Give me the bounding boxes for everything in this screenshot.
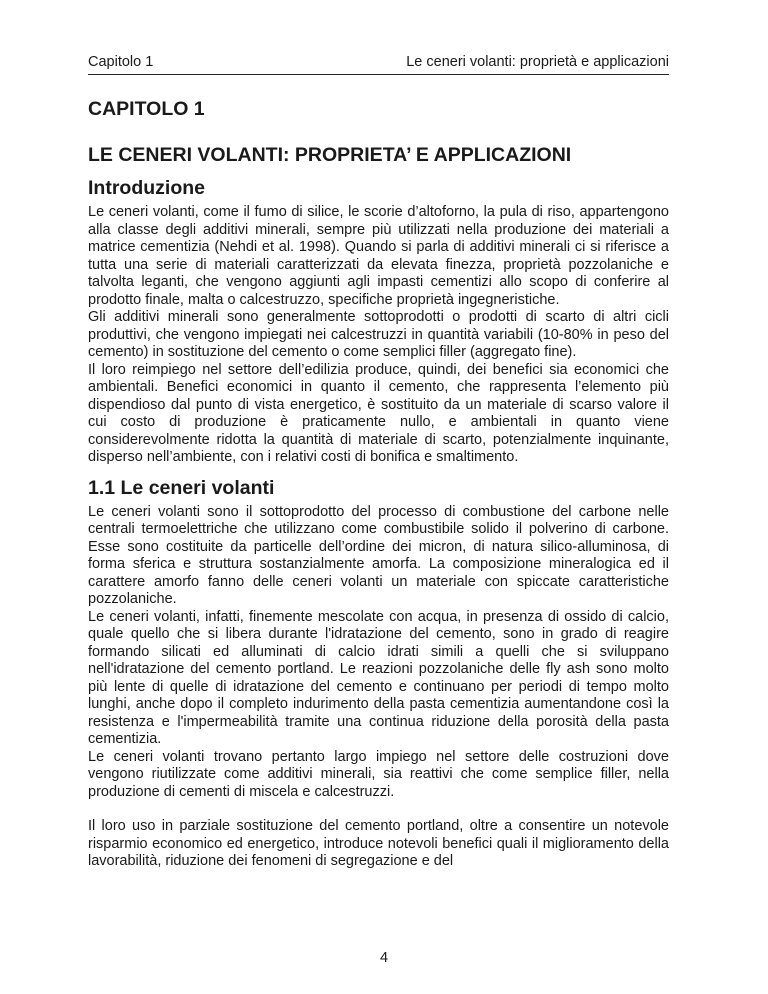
paragraph-spacer	[88, 801, 669, 818]
header-chapter-title: Le ceneri volanti: proprietà e applicazioni	[406, 54, 669, 70]
chapter-title: LE CENERI VOLANTI: PROPRIETA’ E APPLICAZIONI	[88, 144, 572, 166]
intro-heading: Introduzione	[88, 177, 205, 199]
section-paragraph: Le ceneri volanti, infatti, finemente mescolate con acqua, in presenza di ossido di calcio, quale quello che si libera durante l'idratazione del cemento, sono in grado di reagire formando silicati ed alluminati di calcio idrati simili a quelli che si sviluppano nell'idratazione del cemento portland. Le reazioni pozzolaniche delle fly ash sono molto più lente di quelle di idratazione del cemento e continuano per periodi di tempo molto lunghi, anche dopo il completo indurimento della pasta cementizia aumentandone così la resistenza e l'impermeabilità tramite una continua riduzione della porosità della pasta cementizia.	[88, 608, 669, 747]
page-number: 4	[379, 950, 389, 966]
page-content	[88, 97, 669, 871]
header-chapter-label: Capitolo 1	[88, 54, 154, 70]
intro-paragraph: Gli additivi minerali sono generalmente sottoprodotti o prodotti di scarto di altri cicli produttivi, che vengono impiegati nei calcestruzzi in quantità variabili (10-80% in peso del cemento) in sostituzione del cemento o come semplici filler (aggregato fine).	[88, 309, 669, 360]
chapter-number: CAPITOLO 1	[88, 98, 205, 120]
intro-paragraph: Il loro reimpiego nel settore dell’edilizia produce, quindi, dei benefici sia economici che ambientali. Benefici economici in quanto il cemento, che rappresenta l’elemento più dispendioso dal punto di vista energetico, è sostituito da un materiale di scarso valore il cui costo di produzione è praticamente nullo, e ambientali in quanto viene considerevolmente ridotta la quantità di materiale di scarto, potenzialmente inquinante, disperso nell’ambiente, con i relativi costi di bonifica e smaltimento.	[88, 361, 669, 465]
section-heading: 1.1 Le ceneri volanti	[88, 476, 275, 499]
section-paragraph: Il loro uso in parziale sostituzione del cemento portland, oltre a consentire un notevole risparmio economico ed energetico, introduce notevoli benefici quali il miglioramento della lavorabilità, riduzione dei fenomeni di segregazione e del	[88, 818, 669, 869]
section-paragraph: Le ceneri volanti sono il sottoprodotto del processo di combustione del carbone nelle centrali termoelettriche che utilizzano come combustibile solido il polverino di carbone. Esse sono costituite da particelle dell’ordine dei micron, di natura silico-alluminosa, di forma sferica e struttura sostanzialmente amorfa. La composizione mineralogica ed il carattere amorfo fanno delle ceneri volanti un materiale con spiccate caratteristiche pozzolaniche.	[88, 503, 669, 607]
intro-paragraph: Le ceneri volanti, come il fumo di silice, le scorie d’altoforno, la pula di riso, appartengono alla classe degli additivi minerali, sempre più utilizzati nella produzione dei materiali a matrice cementizia (Nehdi et al. 1998). Quando si parla di additivi minerali ci si riferisce a tutta una serie di materiali caratterizzati da elevata finezza, proprietà pozzolaniche e talvolta leganti, che vengono aggiunti agli impasti cementizi allo scopo di conferire al prodotto finale, malta o calcestruzzo, specifiche proprietà ingegneristiche.	[88, 204, 669, 308]
section-paragraph: Le ceneri volanti trovano pertanto largo impiego nel settore delle costruzioni dove vengono riutilizzate come additivi minerali, sia reattivi che come semplice filler, nella produzione di cementi di miscela e calcestruzzi.	[88, 748, 669, 800]
running-header	[88, 50, 669, 75]
